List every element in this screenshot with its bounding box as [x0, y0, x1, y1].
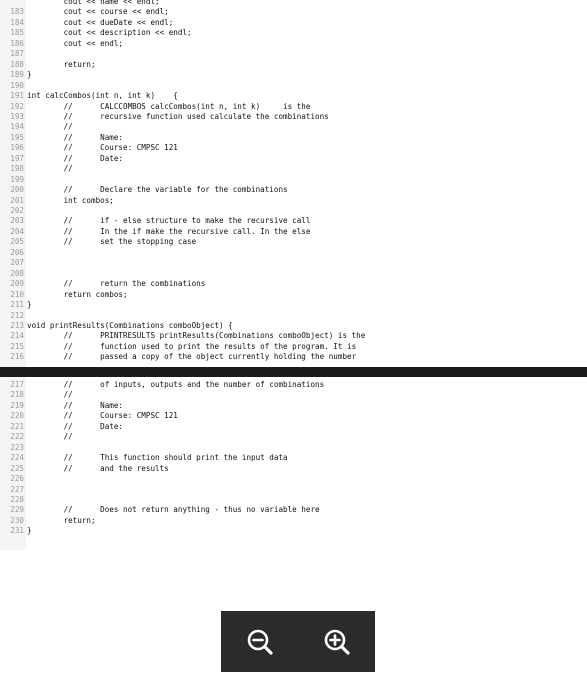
line-number: 214	[10, 331, 24, 341]
line-number: 197	[10, 153, 24, 163]
code-text: //	[27, 164, 73, 174]
line-number: 193	[10, 111, 24, 121]
line-number: 220	[10, 411, 24, 421]
code-text: //	[27, 432, 73, 442]
zoom-in-button[interactable]	[317, 622, 357, 662]
code-text: return;	[27, 59, 96, 69]
code-text: // recursive function used calculate the combinations	[27, 111, 329, 121]
line-number: 186	[10, 38, 24, 48]
line-number: 200	[10, 185, 24, 195]
line-number: 209	[10, 279, 24, 289]
code-text: // CALCCOMBOS calcCombos(int n, int k) is the	[27, 101, 311, 111]
line-number: 204	[10, 226, 24, 236]
code-text: int calcCombos(int n, int k) {	[27, 91, 178, 101]
line-number: 213	[10, 320, 24, 330]
code-text: cout << name << endl;	[27, 0, 160, 6]
code-text: // This function should print the input data	[27, 453, 288, 463]
line-number: 203	[10, 216, 24, 226]
line-number: 194	[10, 122, 24, 132]
code-text: // function used to print the results of the program. It is	[27, 341, 357, 351]
code-text: // Name:	[27, 132, 124, 142]
line-number: 190	[10, 80, 24, 90]
code-text: cout << dueDate << endl;	[27, 17, 174, 27]
code-text: cout << endl;	[27, 38, 124, 48]
code-text: }	[27, 300, 32, 310]
line-number: 221	[10, 421, 24, 431]
zoom-toolbar	[221, 611, 375, 672]
line-number: 225	[10, 463, 24, 473]
code-text: // if - else structure to make the recursive call	[27, 216, 311, 226]
panel-divider	[0, 367, 587, 377]
code-text: int combos;	[27, 195, 114, 205]
line-number: 191	[10, 91, 24, 101]
code-text: // Name:	[27, 400, 124, 410]
code-text: // and the results	[27, 463, 169, 473]
code-text: // Date:	[27, 421, 124, 431]
code-text: // Declare the variable for the combinations	[27, 185, 288, 195]
code-text: void printResults(Combinations comboObject) {	[27, 320, 233, 330]
code-text: // passed a copy of the object currently holding the number	[27, 352, 357, 362]
line-number: 201	[10, 195, 24, 205]
code-text: // Does not return anything - thus no variable here	[27, 505, 320, 515]
line-number: 223	[10, 442, 24, 452]
line-number: 206	[10, 247, 24, 257]
line-number: 210	[10, 289, 24, 299]
line-number: 198	[10, 164, 24, 174]
code-text: cout << course << endl;	[27, 7, 169, 17]
code-text: //	[27, 390, 73, 400]
line-number: 185	[10, 28, 24, 38]
line-number: 192	[10, 101, 24, 111]
line-number: 224	[10, 453, 24, 463]
line-number: 227	[10, 484, 24, 494]
code-text: // PRINTRESULTS printResults(Combinations comboObject) is the	[27, 331, 366, 341]
line-number: 208	[10, 268, 24, 278]
zoom-out-icon	[245, 627, 275, 657]
line-number: 205	[10, 237, 24, 247]
line-number: 212	[10, 310, 24, 320]
code-text: }	[27, 70, 32, 80]
code-text: // Course: CMPSC 121	[27, 411, 178, 421]
line-number: 189	[10, 70, 24, 80]
line-number: 196	[10, 143, 24, 153]
code-panel-2	[0, 377, 587, 550]
zoom-out-button[interactable]	[240, 622, 280, 662]
zoom-in-icon	[322, 627, 352, 657]
line-number: 195	[10, 132, 24, 142]
code-text: // In the if make the recursive call. In the else	[27, 226, 311, 236]
line-number: 231	[10, 526, 24, 536]
line-number: 183	[10, 7, 24, 17]
line-number: 230	[10, 515, 24, 525]
line-number: 184	[10, 17, 24, 27]
code-text: // Date:	[27, 153, 124, 163]
code-text: return combos;	[27, 289, 128, 299]
line-number: 217	[10, 380, 24, 389]
line-number: 226	[10, 474, 24, 484]
line-number: 219	[10, 400, 24, 410]
code-text: //	[27, 122, 73, 132]
line-number: 199	[10, 174, 24, 184]
line-number: 211	[10, 300, 24, 310]
code-text: cout << description << endl;	[27, 28, 192, 38]
line-number: 216	[10, 352, 24, 362]
line-number: 222	[10, 432, 24, 442]
code-text: // of inputs, outputs and the number of combinations	[27, 380, 325, 389]
line-number: 188	[10, 59, 24, 69]
code-text: return;	[27, 515, 96, 525]
line-number: 187	[10, 49, 24, 59]
line-number: 229	[10, 505, 24, 515]
line-number: 218	[10, 390, 24, 400]
line-number: 202	[10, 206, 24, 215]
code-text: }	[27, 526, 32, 536]
line-number: 228	[10, 494, 24, 504]
code-text: // Course: CMPSC 121	[27, 143, 178, 153]
code-text: // set the stopping case	[27, 237, 197, 247]
code-text: // return the combinations	[27, 279, 206, 289]
line-number: 215	[10, 341, 24, 351]
line-number: 207	[10, 258, 24, 268]
